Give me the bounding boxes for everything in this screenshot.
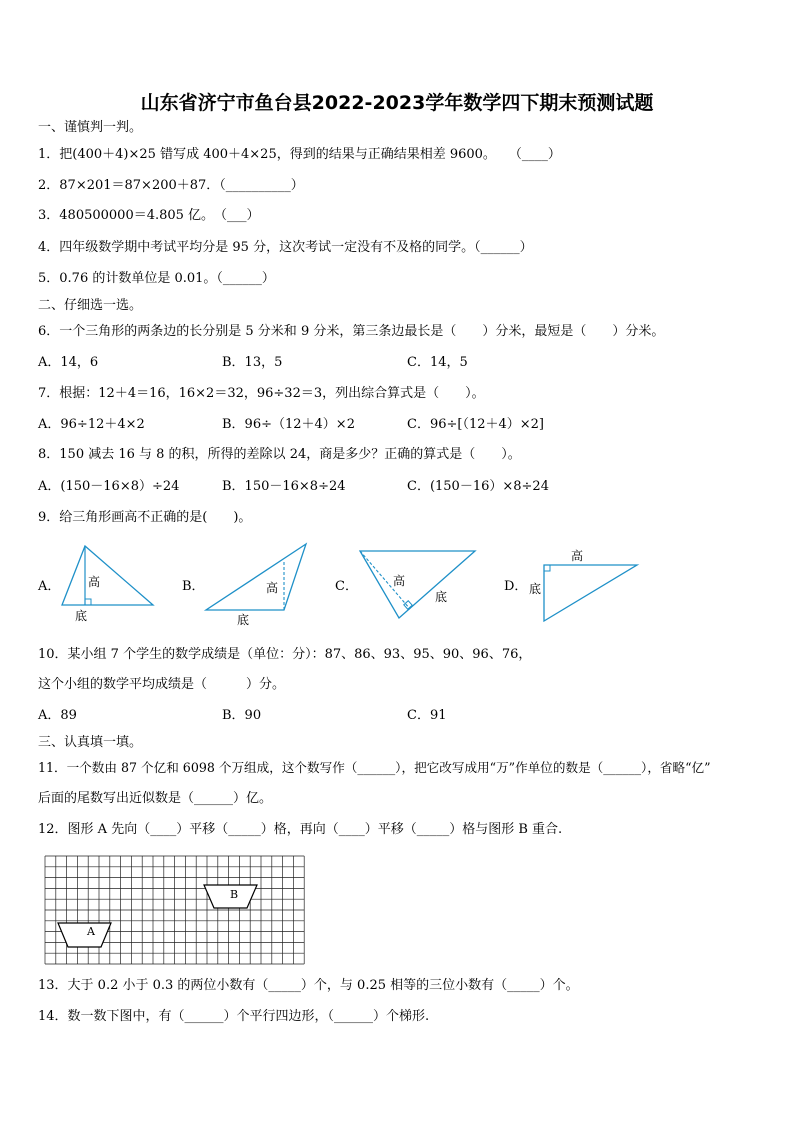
fig-option-d: D． (504, 579, 528, 594)
shape-a-trapezoid (58, 923, 111, 947)
q8-option-c: C．(150－16）×8÷24 (407, 479, 549, 494)
section-1-heading: 一、谨慎判一判。 (38, 120, 143, 135)
triangle-d-figure (525, 545, 645, 625)
question-1: 1．把(400＋4)×25 错写成 400＋4×25，得到的结果与正确结果相差 9600。 （____） (38, 147, 561, 162)
question-10-line-2: 这个小组的数学平均成绩是（ ）分。 (38, 677, 286, 692)
triangle-b (206, 544, 306, 610)
question-11-line-2: 后面的尾数写出近似数是（______）亿。 (38, 791, 273, 806)
fig-option-a: A． (38, 579, 61, 594)
triangle-b-figure (200, 540, 315, 628)
question-8: 8．150 减去 16 与 8 的积，所得的差除以 24，商是多少？正确的算式是（ ）。 (38, 447, 521, 462)
question-4: 4．四年级数学期中考试平均分是 95 分，这次考试一定没有不及格的同学。（______） (38, 240, 533, 255)
q7-option-c: C．96÷[（12＋4）×2] (407, 417, 545, 432)
question-11-line-1: 11．一个数由 87 个亿和 6098 个万组成，这个数写作（______），把它改写成用“万”作单位的数是（______），省略“亿” (38, 760, 711, 775)
triangle-c-figure (355, 545, 480, 625)
triangle-c (360, 551, 475, 618)
question-2: 2．87×201＝87×200＋87．（__________） (38, 178, 304, 193)
triangle-a (62, 546, 153, 605)
q10-option-c: C．91 (407, 708, 447, 723)
fig-option-c: C． (335, 579, 358, 594)
shape-a-label: A (87, 925, 95, 938)
q6-option-c: C．14，5 (407, 355, 468, 370)
q7-option-a: A．96÷12＋4×2 (38, 417, 145, 432)
question-5: 5．0.76 的计数单位是 0.01。（______） (38, 271, 275, 286)
q10-option-b: B．90 (222, 708, 262, 723)
height-label: 高 (571, 549, 584, 563)
q6-option-b: B．13，5 (222, 355, 283, 370)
question-9: 9．给三角形画高不正确的是( )。 (38, 510, 252, 525)
triangle-a-figure (55, 540, 165, 625)
right-angle-mark (85, 599, 91, 605)
q7-option-b: B．96÷（12＋4）×2 (222, 417, 355, 432)
base-label: 底 (435, 590, 448, 604)
question-3: 3．480500000＝4.805 亿。 （___） (38, 208, 260, 223)
translation-grid (44, 855, 310, 965)
triangle-d (544, 565, 637, 621)
question-12: 12．图形 A 先向（____）平移（_____）格，再向（____）平移（_____）格与图形 B 重合. (38, 822, 563, 837)
section-2-heading: 二、仔细选一选。 (38, 298, 143, 313)
fig-option-b: B． (182, 579, 205, 594)
base-label: 底 (75, 609, 88, 623)
question-7: 7．根据：12＋4＝16，16×2＝32，96÷32＝3，列出综合算式是（ ）。 (38, 386, 485, 401)
height-label: 高 (266, 581, 279, 595)
base-label: 底 (529, 582, 542, 596)
right-angle-mark (544, 565, 550, 571)
question-14: 14．数一数下图中，有（______）个平行四边形，（______）个梯形. (38, 1009, 430, 1024)
shape-b-label: B (230, 888, 239, 901)
section-3-heading: 三、认真填一填。 (38, 735, 143, 750)
base-label: 底 (237, 613, 250, 627)
question-6: 6．一个三角形的两条边的长分别是 5 分米和 9 分米，第三条边最长是（ ）分米，最短是（ ）分米。 (38, 324, 665, 339)
height-label: 高 (393, 574, 406, 588)
q10-option-a: A．89 (38, 708, 77, 723)
page-title: 山东省济宁市鱼台县2022-2023学年数学四下期末预测试题 (140, 92, 654, 114)
height-label: 高 (88, 575, 101, 589)
q8-option-b: B．150－16×8÷24 (222, 479, 346, 494)
question-13: 13．大于 0.2 小于 0.3 的两位小数有（_____）个，与 0.25 相等的三位小数有（_____）个。 (38, 978, 579, 993)
q6-option-a: A．14，6 (38, 355, 99, 370)
question-10-line-1: 10．某小组 7 个学生的数学成绩是（单位：分）：87、86、93、95、90、96、76， (38, 647, 532, 662)
q8-option-a: A．(150－16×8）÷24 (38, 479, 180, 494)
